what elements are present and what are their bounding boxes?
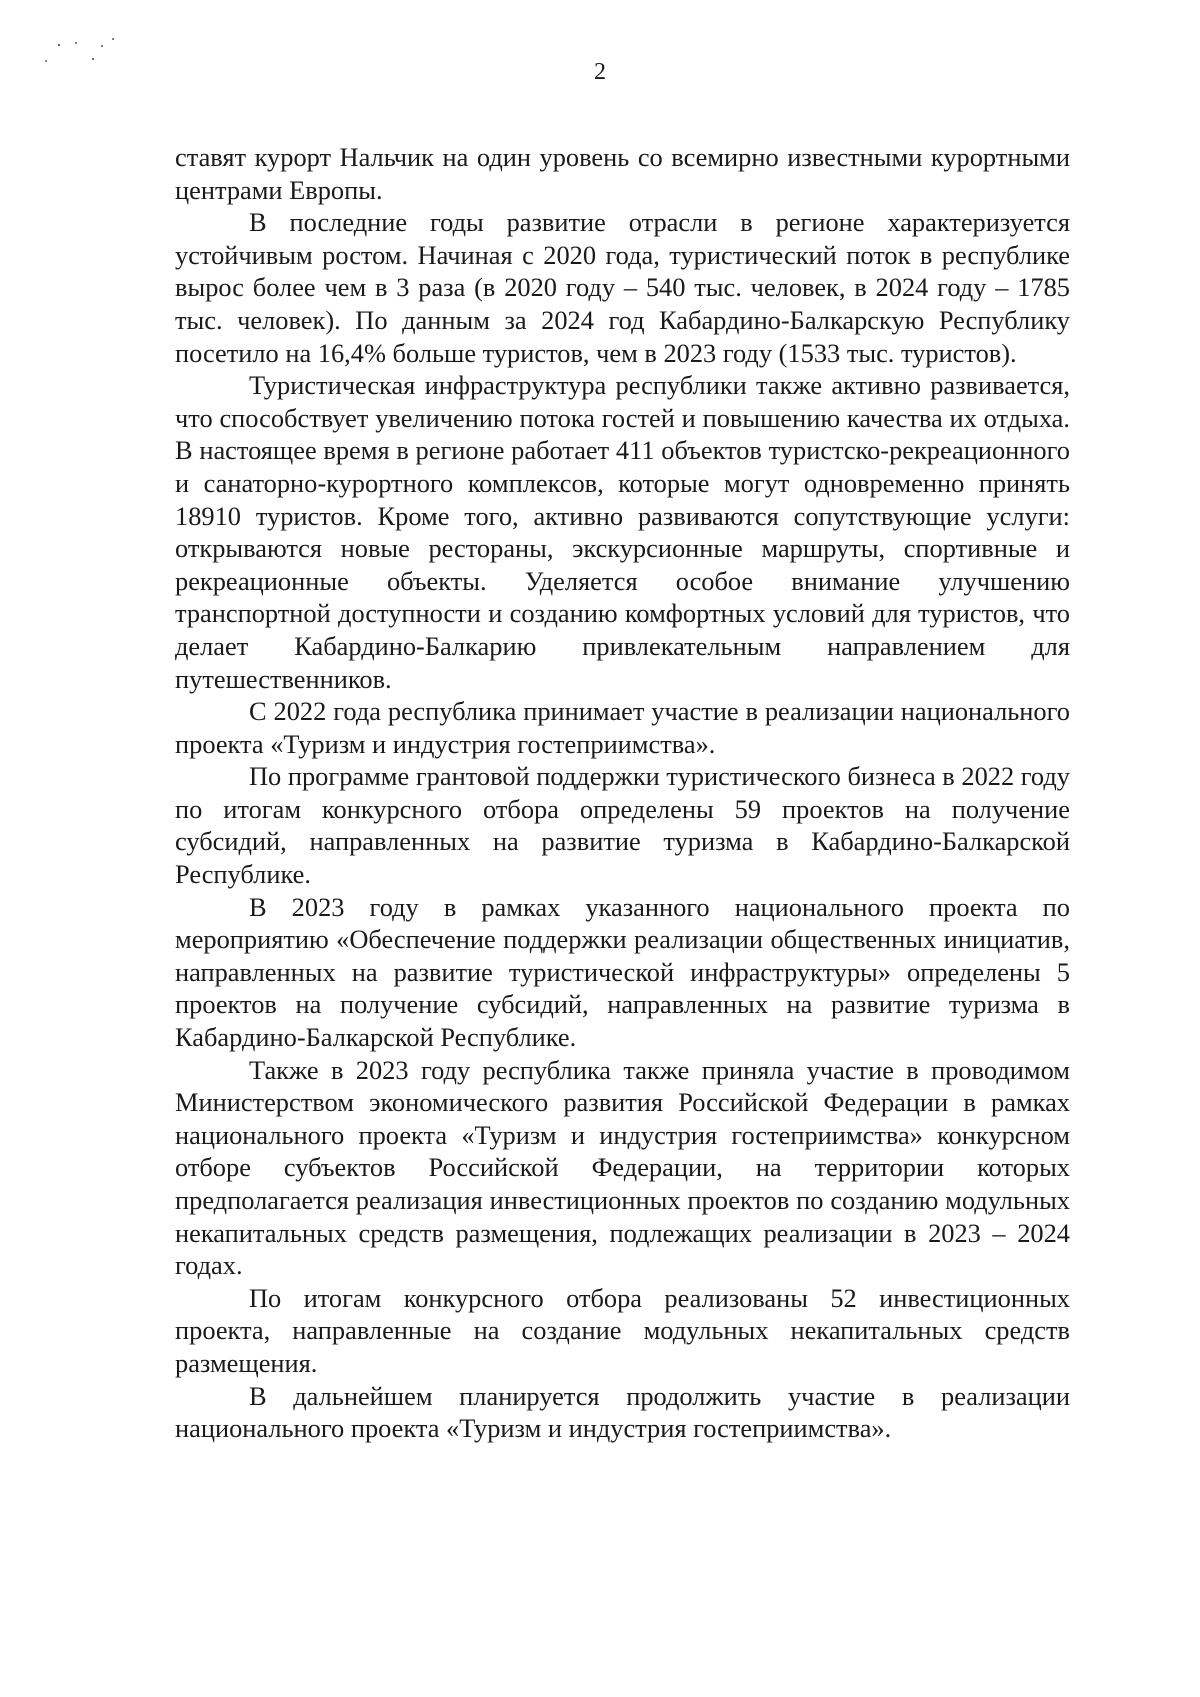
paragraph-6: В 2023 году в рамках указанного национального проекта по мероприятию «Обеспечение поддержки реализации общественных инициатив, направленных на развитие туристической инфраструктуры» определены 5 проектов на получение субсидий, направленных на развитие туризма в Кабардино-Балкарской Республике. (175, 891, 1070, 1053)
speck (58, 44, 60, 46)
speck (101, 45, 103, 47)
paragraph-5: По программе грантовой поддержки туристического бизнеса в 2022 году по итогам конкурсного отбора определены 59 проектов на получение субсидий, направленных на развитие туризма в Кабардино-Балкарской Республике. (175, 761, 1070, 890)
speck (112, 38, 114, 40)
paragraph-8: По итогам конкурсного отбора реализованы 52 инвестиционных проекта, направленные на создание модульных некапитальных средств размещения. (175, 1282, 1070, 1378)
speck (75, 42, 77, 44)
paragraph-9: В дальнейшем планируется продолжить участие в реализации национального проекта «Туризм и индустрия гостеприимства». (175, 1380, 1070, 1444)
paragraph-7: Также в 2023 году республика также приняла участие в проводимом Министерством экономического развития Российской Федерации в рамках национального проекта «Туризм и индустрия гостеприимства» конкурсном отборе субъектов Российской Федерации, на территории которых предполагается реализация инвестиционных проектов по созданию модульных некапитальных средств размещения, подлежащих реализации в 2023 – 2024 годах. (175, 1054, 1070, 1281)
page-number: 2 (594, 59, 606, 85)
paragraph-4: С 2022 года республика принимает участие в реализации национального проекта «Туризм и индустрия гостеприимства». (175, 696, 1070, 759)
paragraph-3: Туристическая инфраструктура республики также активно развивается, что способствует увеличению потока гостей и повышению качества их отдыха. В настоящее время в регионе работает 411 объектов туристско-рекреационного и санаторно-курортного комплексов, которые могут одновременно принять 18910 туристов. Кроме того, активно развиваются сопутствующие услуги: открываются новые рестораны, экскурсионные маршруты, спортивные и рекреационные объекты. Уделяется особое внимание улучшению транспортной доступности и созданию комфортных условий для туристов, что делает Кабардино-Балкарию привлекательным направлением для путешественников. (175, 370, 1070, 694)
paragraph-1: ставят курорт Нальчик на один уровень со всемирно известными курортными центрами Европы. (175, 142, 1070, 205)
paragraph-2: В последние годы развитие отрасли в регионе характеризуется устойчивым ростом. Начиная с 2020 года, туристический поток в республике вырос более чем в 3 раза (в 2020 году – 540 тыс. человек, в 2024 году – 1785 тыс. человек). По данным за 2024 год Кабардино-Балкарскую Республику посетило на 16,4% больше туристов, чем в 2023 году (1533 тыс. туристов). (175, 207, 1070, 368)
body-text (175, 141, 1070, 1445)
